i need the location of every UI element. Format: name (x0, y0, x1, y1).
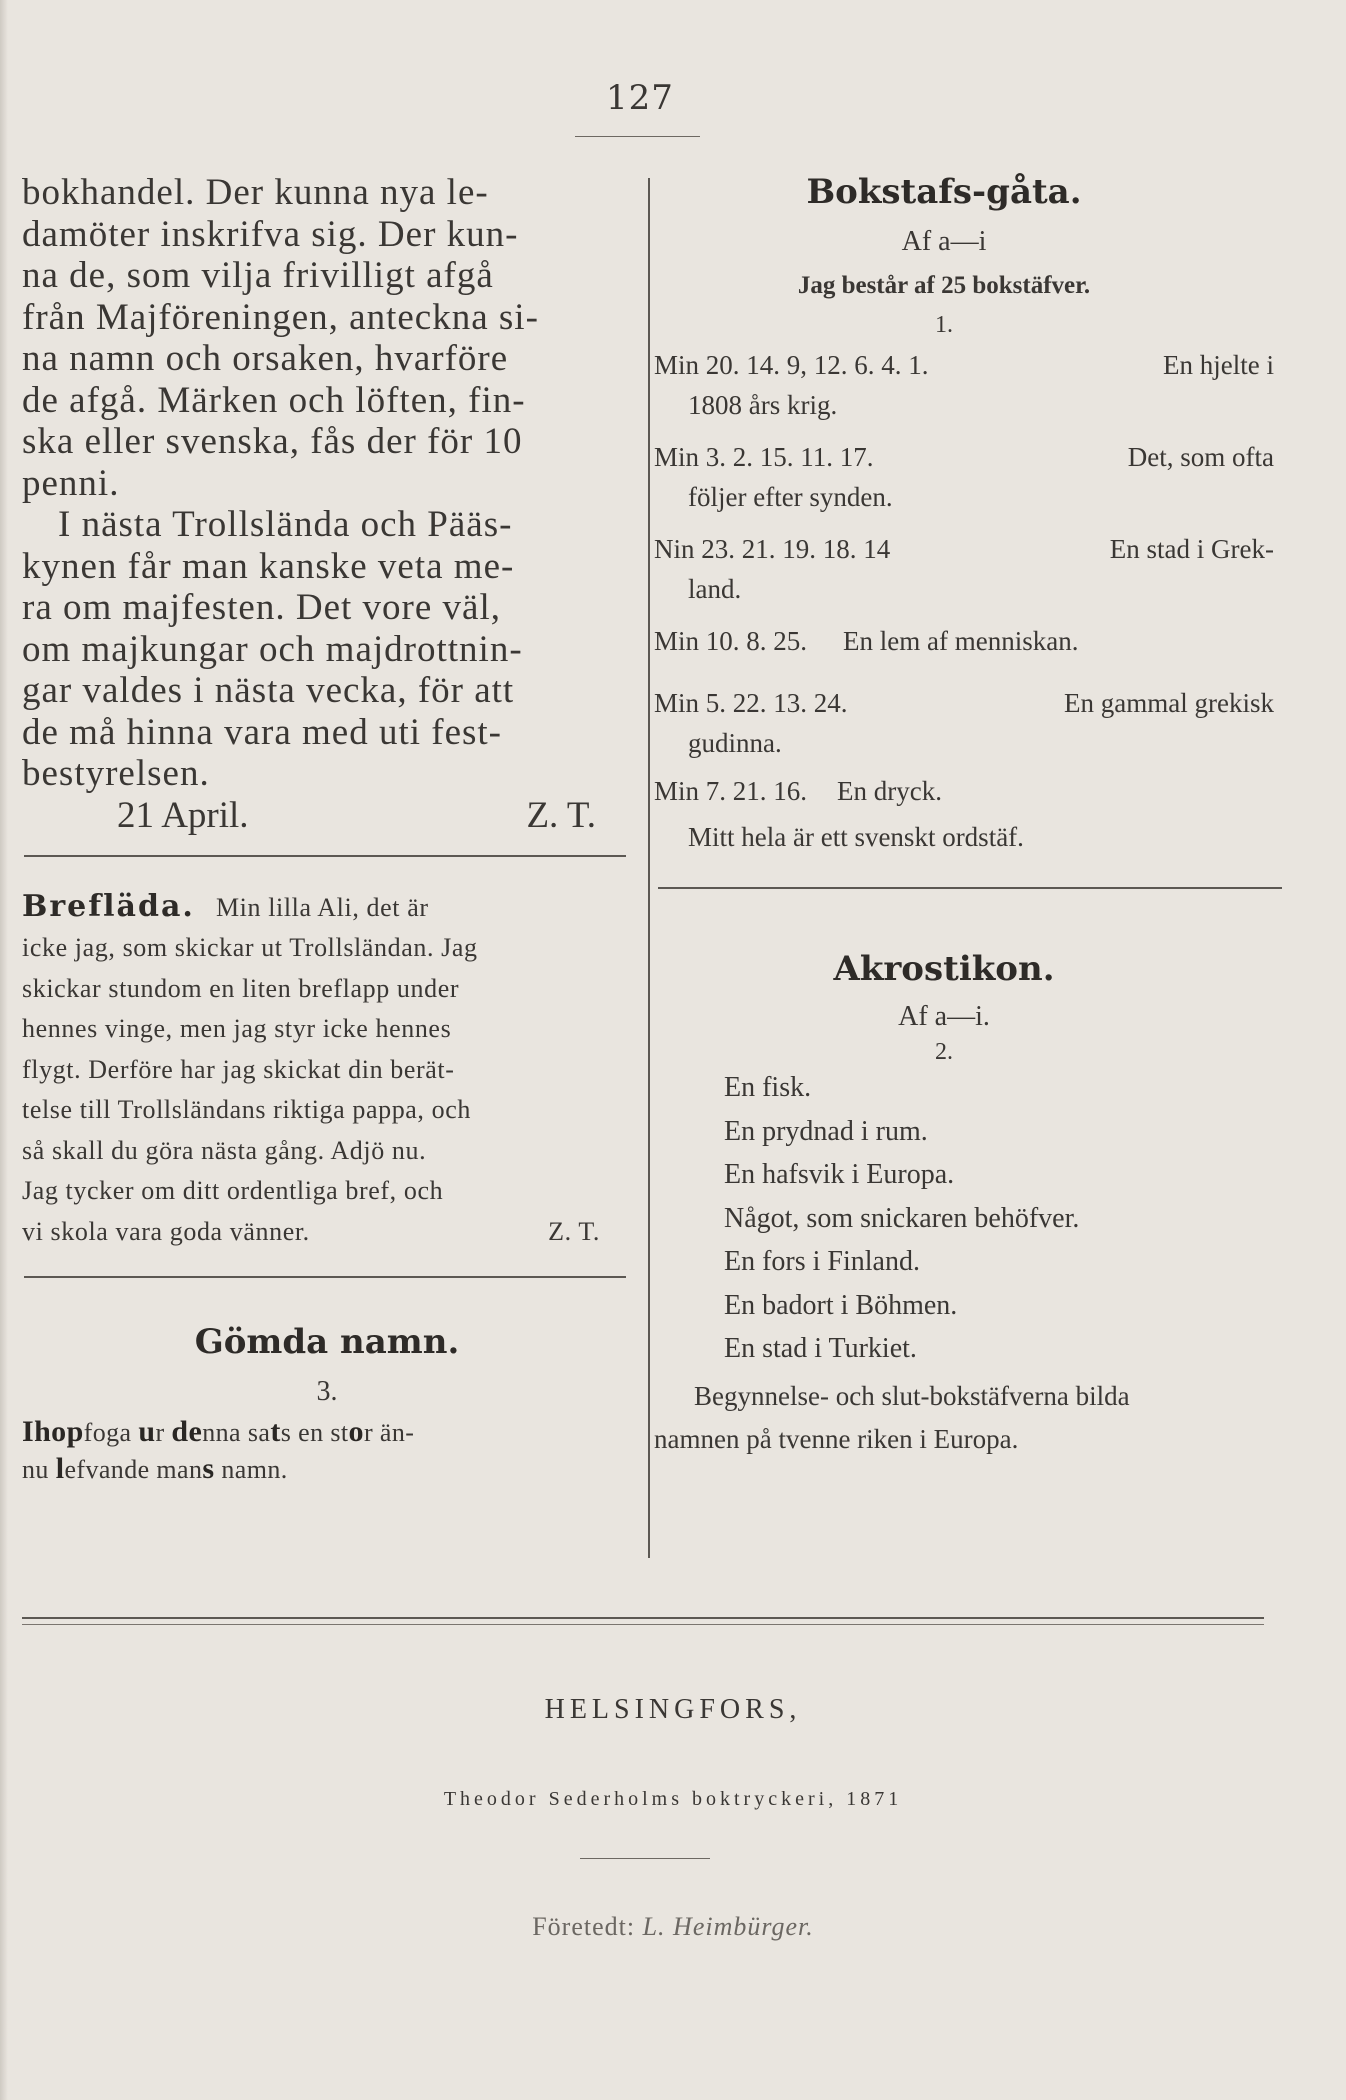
acrostic-clue: Något, som snickaren behöfver. (724, 1202, 1080, 1234)
text-fragment: r än- (363, 1418, 415, 1447)
text-line: penni. (22, 462, 120, 504)
hidden-letter: l (55, 1451, 65, 1485)
riddle-clue-list (654, 345, 1274, 857)
text-line: skickar stundom en liten breflapp under (22, 973, 460, 1003)
editor-name: L. Heimbürger. (642, 1912, 814, 1941)
acrostic-clue: En stad i Turkiet. (724, 1333, 917, 1364)
text-line: damöter inskrifva sig. Der kun- (22, 213, 519, 255)
letter-riddle-section (654, 172, 1274, 857)
hidden-names-number: 3. (316, 1376, 338, 1407)
signature-initials: Z. T. (526, 794, 596, 836)
letter-riddle-intro: Jag består af 25 bokstäfver. (797, 272, 1091, 299)
clue-continuation: gudinna. (688, 728, 782, 758)
right-column (654, 172, 1274, 1461)
text-fragment: nu (22, 1454, 56, 1484)
acrostic-clue: En badort i Böhmen. (724, 1289, 958, 1321)
acrostic-clue: En prydnad i rum. (724, 1115, 928, 1147)
hidden-names-line-2 (22, 1451, 632, 1485)
acrostic-clue: En fors i Finland. (724, 1246, 920, 1277)
text-line: hennes vinge, men jag styr icke hennes (22, 1014, 452, 1043)
riddle-clue (654, 771, 1274, 811)
riddle-whole: Mitt hela är ett svenskt ordstäf. (688, 822, 1024, 852)
clue-text: En hjelte i (1163, 350, 1274, 380)
page-bottom-rule-thin (22, 1624, 1264, 1625)
acrostic-clue-list (654, 1066, 1274, 1371)
left-column (22, 172, 632, 1485)
clue-text: En lem af menniskan. (843, 626, 1079, 656)
hidden-names-section (22, 1322, 632, 1485)
section-divider (24, 855, 626, 857)
text-line: vi skola vara goda vänner. (22, 1216, 310, 1246)
page-number: 127 (606, 78, 674, 118)
clue-positions: Min 3. 2. 15. 11. 17. (654, 442, 874, 472)
text-line: na de, som vilja frivilligt afgå (22, 255, 494, 296)
clue-text: En stad i Grek- (1109, 534, 1274, 564)
riddle-clue (654, 621, 1274, 661)
text-fragment: Iho (22, 1415, 67, 1448)
riddle-clue (654, 437, 1274, 517)
page-edge-shadow (0, 0, 8, 2100)
clue-positions: Min 10. 8. 25. (654, 626, 808, 656)
hidden-letter: s (202, 1451, 215, 1485)
hidden-letter: t (270, 1415, 281, 1448)
section-divider (24, 1276, 626, 1278)
page-bottom-rule (22, 1617, 1264, 1619)
clue-positions: Nin 23. 21. 19. 18. 14 (654, 534, 891, 564)
clue-continuation: land. (688, 574, 742, 604)
text-fragment: nna sa (202, 1418, 271, 1447)
text-line: kynen får man kanske veta me- (22, 545, 515, 587)
imprint-city: HELSINGFORS, (544, 1694, 802, 1725)
riddle-clue (654, 345, 1274, 425)
acrostic-section (654, 949, 1274, 1461)
acrostic-title: Akrostikon. (833, 949, 1055, 989)
text-line: Jag tycker om ditt ordentliga bref, och (22, 1176, 444, 1205)
letter-riddle-number: 1. (935, 312, 953, 338)
riddle-clue (654, 529, 1274, 609)
section-divider (658, 887, 1282, 889)
text-line: ra om majfesten. Det vore väl, (22, 587, 501, 628)
hidden-letter: u (138, 1415, 156, 1448)
announcement-signature (22, 795, 632, 837)
column-divider (648, 178, 650, 1558)
hidden-letter: de (171, 1415, 203, 1448)
acrostic-clue: En hafsvik i Europa. (724, 1159, 955, 1190)
text-line: Begynnelse- och slut-bokstäfverna bilda (694, 1380, 1130, 1411)
text-line: icke jag, som skickar ut Trollsländan. Jag (22, 933, 478, 962)
text-line: så skall du göra nästa gång. Adjö nu. (22, 1135, 427, 1165)
letterbox-title: Brefläda. (22, 888, 195, 924)
imprint-printer: Theodor Sederholms boktryckeri, 1871 (443, 1788, 903, 1810)
riddle-clue (654, 683, 1274, 763)
hidden-letter: o (348, 1415, 364, 1448)
page-number-rule (575, 136, 700, 137)
letterbox-first-line (22, 887, 632, 929)
text-fragment: r (155, 1418, 172, 1447)
text-line: de må hinna vara med uti fest- (22, 711, 502, 753)
letterbox-section (22, 887, 632, 1253)
text-line: gar valdes i nästa vecka, för att (22, 670, 515, 711)
imprint-editor (0, 1912, 1346, 1942)
text-line: om majkungar och majdrottnin- (22, 628, 523, 670)
text-line: flygt. Derföre har jag skickat din berät- (22, 1054, 455, 1084)
clue-positions: Min 20. 14. 9, 12. 6. 4. 1. (654, 350, 929, 380)
announcement-paragraph (22, 172, 632, 504)
clue-positions: Min 5. 22. 13. 24. (654, 688, 848, 718)
acrostic-footer (654, 1375, 1274, 1461)
letterbox-signature: Z. T. (548, 1216, 600, 1246)
hidden-names-text (22, 1412, 632, 1485)
text-line: telse till Trollsländans riktiga pappa, och (22, 1095, 471, 1124)
hidden-names-title: Gömda namn. (194, 1322, 460, 1362)
hidden-names-line-1 (22, 1412, 632, 1454)
acrostic-clue: En fisk. (724, 1072, 812, 1103)
text-line: na namn och orsaken, hvarföre (22, 338, 509, 379)
letter-riddle-byline: Af a—i (901, 226, 987, 257)
clue-text: En gammal grekisk (1064, 688, 1274, 718)
text-line: I nästa Trollslända och Pääs- (58, 504, 513, 545)
text-fragment: efvande man (64, 1454, 203, 1484)
acrostic-byline: Af a—i. (898, 1001, 990, 1032)
letterbox-closing-line (22, 1212, 632, 1253)
clue-positions: Min 7. 21. 16. (654, 776, 808, 806)
text-line: namnen på tvenne riken i Europa. (654, 1423, 1019, 1454)
text-fragment: foga (83, 1418, 139, 1447)
text-fragment: namn. (214, 1454, 288, 1484)
text-line: från Majföreningen, anteckna si- (22, 296, 539, 338)
clue-continuation: 1808 års krig. (688, 390, 838, 420)
signature-date: 21 April. (117, 794, 249, 836)
text-line: Min lilla Ali, det är (215, 892, 429, 922)
clue-continuation: följer efter synden. (688, 482, 893, 512)
text-line: bestyrelsen. (22, 753, 210, 794)
clue-text: Det, som ofta (1127, 442, 1274, 472)
clue-text: En dryck. (837, 776, 942, 806)
acrostic-number: 2. (935, 1039, 953, 1065)
letter-riddle-title: Bokstafs-gåta. (806, 172, 1082, 212)
editor-label: Företedt: (532, 1912, 636, 1941)
text-line: ska eller svenska, fås der för 10 (22, 421, 523, 462)
imprint-rule (580, 1858, 710, 1859)
hidden-letter: p (66, 1415, 84, 1448)
text-line: de afgå. Märken och löften, fin- (22, 379, 526, 421)
text-fragment: s en st (280, 1418, 349, 1447)
majfest-paragraph (22, 504, 632, 795)
text-line: bokhandel. Der kunna nya le- (22, 172, 489, 213)
